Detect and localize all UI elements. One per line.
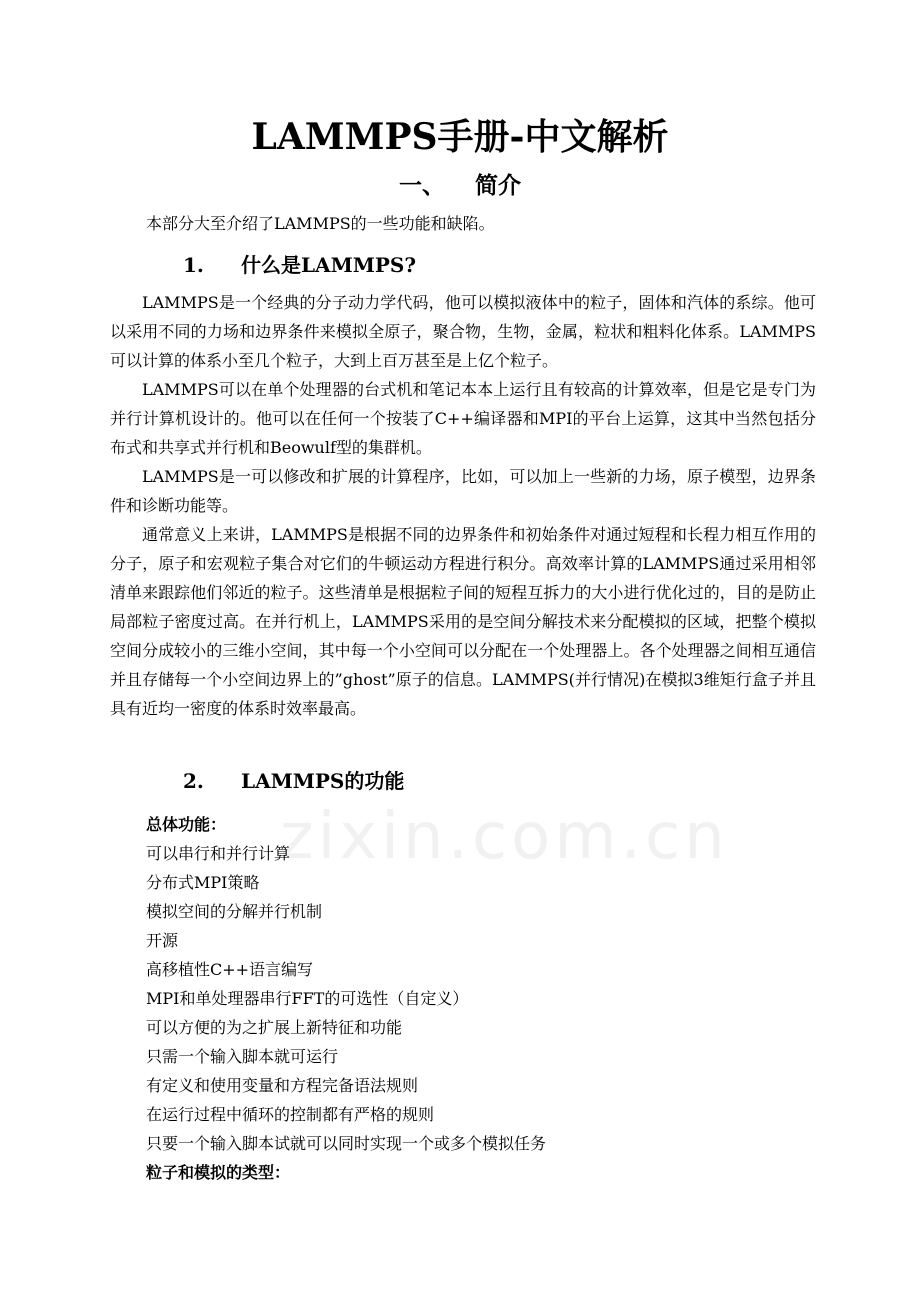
paragraph: 通常意义上来讲，LAMMPS是根据不同的边界条件和初始条件对通过短程和长程力相互作用的分子，原子和宏观粒子集合对它们的牛顿运动方程进行积分。高效率计算的LAMMPS通过采用相邻清单来跟踪他们邻近的粒子。这些清单是根据粒子间的短程互拆力的大小进行优化过的，目的是防止局部粒子密度过高。在并行机上，LAMMPS采用的是空间分解技术来分配模拟的区域，把整个模拟空间分成较小的三维小空间，其中每一个小空间可以分配在一个处理器上。各个处理器之间相互通信并且存储每一个小空间边界上的”ghost”原子的信息。LAMMPS(并行情况)在模拟3维矩行盒子并且具有近均一密度的体系时效率最高。 bbox=[110, 525, 816, 718]
intro-text: 本部分大至介绍了LAMMPS的一些功能和缺陷。 bbox=[146, 214, 495, 233]
subheading-number: 2. bbox=[183, 769, 204, 793]
subheading-what-is bbox=[183, 250, 416, 280]
list-item: 高移植性C++语言编写 bbox=[146, 960, 314, 979]
list-item: 只要一个输入脚本试就可以同时实现一个或多个模拟任务 bbox=[146, 1134, 547, 1153]
list-item: 有定义和使用变量和方程完备语法规则 bbox=[146, 1076, 419, 1095]
document-title: LAMMPS手册-中文解析 bbox=[251, 116, 669, 158]
feature-label: 粒子和模拟的类型： bbox=[146, 1163, 291, 1182]
list-item: 只需一个输入脚本就可运行 bbox=[146, 1047, 339, 1066]
list-item: 开源 bbox=[146, 931, 179, 950]
paragraph: LAMMPS是一可以修改和扩展的计算程序，比如，可以加上一些新的力场，原子模型，边界条件和诊断功能等。 bbox=[110, 467, 816, 515]
list-item: MPI和单处理器串行FFT的可选性（自定义） bbox=[146, 989, 469, 1008]
body-text bbox=[110, 288, 816, 723]
feature-label: 总体功能： bbox=[146, 815, 227, 834]
subheading-features bbox=[183, 766, 404, 796]
list-item: 可以方便的为之扩展上新特征和功能 bbox=[146, 1018, 403, 1037]
section-heading bbox=[0, 170, 920, 202]
list-item: 分布式MPI策略 bbox=[146, 873, 260, 892]
feature-list bbox=[146, 810, 826, 1187]
section-number: 一、 bbox=[399, 172, 445, 199]
list-item: 在运行过程中循环的控制都有严格的规则 bbox=[146, 1105, 435, 1124]
list-item: 可以串行和并行计算 bbox=[146, 844, 291, 863]
watermark: zixin.com.cn bbox=[280, 800, 729, 874]
paragraph: LAMMPS是一个经典的分子动力学代码，他可以模拟液体中的粒子，固体和汽体的系综。他可以采用不同的力场和边界条件来模拟全原子，聚合物，生物，金属，粒状和粗料化体系。LAMMPS可以计算的体系小至几个粒子，大到上百万甚至是上亿个粒子。 bbox=[110, 293, 816, 370]
subheading-title: 什么是LAMMPS? bbox=[241, 253, 417, 277]
paragraph: LAMMPS可以在单个处理器的台式机和笔记本本上运行且有较高的计算效率，但是它是专门为并行计算机设计的。他可以在任何一个按装了C++编译器和MPI的平台上运算，这其中当然包括分布式和共享式并行机和Beowulf型的集群机。 bbox=[110, 380, 816, 457]
subheading-number: 1. bbox=[183, 253, 204, 277]
subheading-title: LAMMPS的功能 bbox=[241, 769, 405, 793]
list-item: 模拟空间的分解并行机制 bbox=[146, 902, 323, 921]
section-title: 简介 bbox=[475, 172, 521, 199]
